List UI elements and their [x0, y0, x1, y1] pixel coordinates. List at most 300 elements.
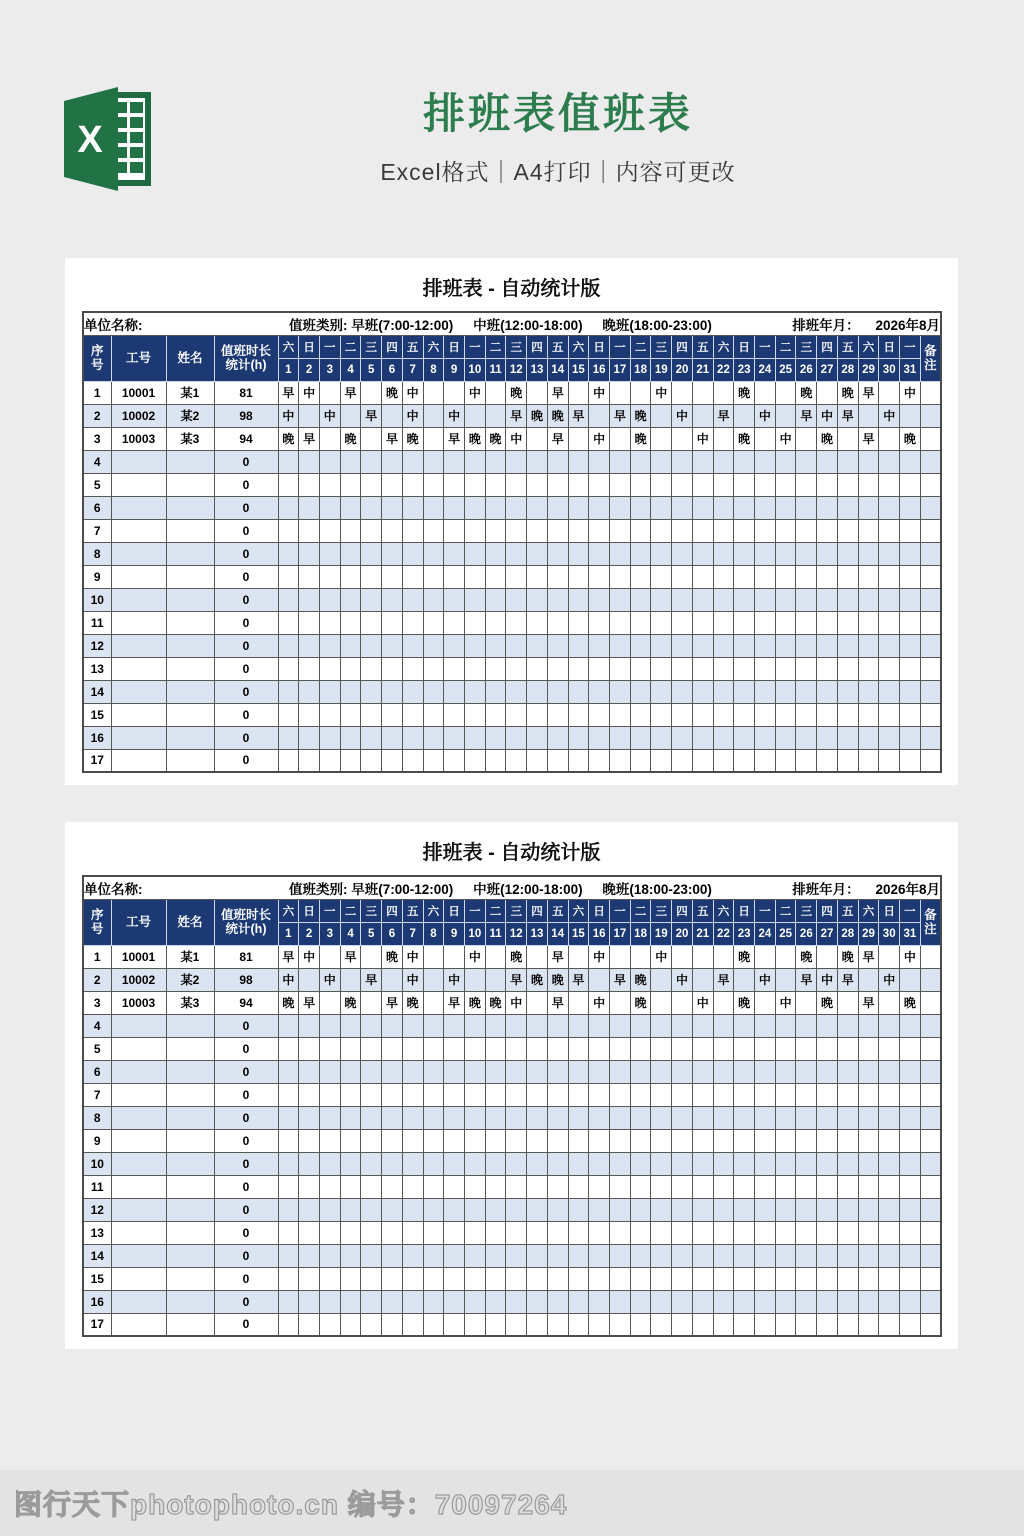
shift-cell	[755, 1083, 776, 1106]
shift-cell	[485, 611, 506, 634]
shift-cell	[485, 703, 506, 726]
shift-cell	[402, 542, 423, 565]
shift-cell	[775, 496, 796, 519]
shift-cell	[547, 1083, 568, 1106]
employee-name-cell: 某2	[166, 968, 214, 991]
shift-cell: 中	[900, 945, 921, 968]
shift-cell	[299, 496, 320, 519]
shift-cell	[527, 427, 548, 450]
shift-cell	[713, 945, 734, 968]
shift-cell	[299, 1106, 320, 1129]
shift-cell	[589, 726, 610, 749]
shift-cell	[879, 991, 900, 1014]
shift-cell	[568, 381, 589, 404]
shift-cell	[672, 473, 693, 496]
shift-cell	[340, 519, 361, 542]
shift-cell	[837, 680, 858, 703]
shift-cell	[423, 404, 444, 427]
shift-cell	[796, 991, 817, 1014]
hours-total-cell: 0	[214, 1267, 278, 1290]
shift-cell	[900, 1244, 921, 1267]
employee-name-cell	[166, 1175, 214, 1198]
note-cell	[920, 703, 941, 726]
shift-cell	[713, 519, 734, 542]
shift-cell: 中	[299, 945, 320, 968]
day-number-header: 7	[402, 922, 423, 945]
shift-cell	[444, 1175, 465, 1198]
shift-cell	[278, 588, 299, 611]
shift-cell	[775, 749, 796, 772]
shift-cell	[713, 1244, 734, 1267]
day-number-header: 14	[547, 922, 568, 945]
shift-cell	[444, 611, 465, 634]
shift-cell	[755, 1106, 776, 1129]
shift-cell	[382, 1267, 403, 1290]
weekday-header: 三	[651, 899, 672, 922]
shift-cell	[319, 1221, 340, 1244]
shift-cell	[610, 450, 631, 473]
shift-cell	[692, 634, 713, 657]
shift-cell: 晚	[630, 404, 651, 427]
weekday-header: 三	[651, 335, 672, 358]
hours-total-cell: 0	[214, 1198, 278, 1221]
shift-cell: 早	[858, 427, 879, 450]
weekday-header: 日	[299, 335, 320, 358]
unit-name-label: 单位名称:	[84, 317, 143, 333]
shift-cell	[423, 749, 444, 772]
shift-cell	[402, 611, 423, 634]
schedule-body	[83, 381, 941, 772]
shift-cell	[382, 749, 403, 772]
shift-cell	[402, 1175, 423, 1198]
shift-cell: 晚	[630, 968, 651, 991]
shift-cell	[692, 1152, 713, 1175]
shift-cell	[610, 657, 631, 680]
shift-cell	[547, 1175, 568, 1198]
shift-cell	[464, 1313, 485, 1336]
shift-cell	[630, 1060, 651, 1083]
employee-name-cell	[166, 749, 214, 772]
shift-cell	[734, 726, 755, 749]
shift-cell	[423, 496, 444, 519]
shift-cell	[361, 588, 382, 611]
shift-cell	[610, 519, 631, 542]
employee-name-cell	[166, 1037, 214, 1060]
day-number-header: 31	[900, 358, 921, 381]
shift-cell	[444, 1060, 465, 1083]
shift-cell	[361, 945, 382, 968]
shift-cell	[900, 565, 921, 588]
shift-cell	[278, 1152, 299, 1175]
shift-cell	[589, 1060, 610, 1083]
shift-cell	[610, 680, 631, 703]
shift-cell	[692, 680, 713, 703]
shift-cell	[444, 542, 465, 565]
shift-cell	[837, 1037, 858, 1060]
shift-cell	[734, 634, 755, 657]
shift-cell	[278, 749, 299, 772]
shift-cell: 中	[319, 404, 340, 427]
shift-cell	[672, 519, 693, 542]
shift-cell	[734, 588, 755, 611]
shift-cell	[651, 703, 672, 726]
employee-name-cell	[166, 1267, 214, 1290]
shift-cell	[692, 657, 713, 680]
shift-cell	[547, 1014, 568, 1037]
shift-cell	[402, 496, 423, 519]
shift-cell	[361, 1175, 382, 1198]
shift-cell	[444, 1198, 465, 1221]
shift-cell	[464, 1037, 485, 1060]
shift-cell	[630, 473, 651, 496]
table-row	[83, 991, 941, 1014]
shift-cell	[589, 1083, 610, 1106]
shift-cell	[713, 726, 734, 749]
weekday-header: 六	[568, 335, 589, 358]
shift-cell	[527, 1267, 548, 1290]
shift-cell	[278, 703, 299, 726]
shift-cell	[423, 726, 444, 749]
shift-cell	[900, 1083, 921, 1106]
shift-cell	[651, 588, 672, 611]
shift-cell	[547, 1198, 568, 1221]
shift-cell	[651, 450, 672, 473]
row-number-cell: 6	[83, 1060, 111, 1083]
shift-cell	[423, 657, 444, 680]
shift-cell: 中	[444, 404, 465, 427]
shift-cell: 晚	[340, 427, 361, 450]
employee-id-cell: 10003	[111, 991, 166, 1014]
shift-cell	[402, 1290, 423, 1313]
row-number-cell: 3	[83, 427, 111, 450]
info-row	[83, 312, 941, 335]
shift-cell	[672, 634, 693, 657]
shift-cell	[692, 450, 713, 473]
shift-cell	[651, 542, 672, 565]
note-cell	[920, 427, 941, 450]
shift-cell	[464, 1290, 485, 1313]
shift-cell	[485, 1060, 506, 1083]
shift-cell	[755, 1221, 776, 1244]
shift-cell: 早	[547, 427, 568, 450]
shift-cell	[547, 519, 568, 542]
shift-cell	[444, 450, 465, 473]
shift-cell	[319, 542, 340, 565]
hours-column-header: 值班时长 统计(h)	[214, 335, 278, 381]
weekday-header: 二	[340, 899, 361, 922]
shift-cell	[506, 634, 527, 657]
shift-cell	[589, 1014, 610, 1037]
shift-cell	[319, 726, 340, 749]
shift-cell	[692, 496, 713, 519]
shift-cell	[796, 1083, 817, 1106]
shift-cell	[506, 1106, 527, 1129]
day-number-header: 13	[527, 922, 548, 945]
note-column-header: 备注	[920, 335, 941, 381]
shift-cell	[423, 1198, 444, 1221]
shift-cell	[444, 1014, 465, 1037]
day-number-header: 27	[817, 358, 838, 381]
shift-cell	[879, 381, 900, 404]
shift-cell	[340, 404, 361, 427]
shift-cell	[651, 496, 672, 519]
day-number-header: 21	[692, 922, 713, 945]
shift-cell	[755, 450, 776, 473]
shift-cell	[837, 519, 858, 542]
shift-cell	[485, 680, 506, 703]
shift-cell	[527, 1083, 548, 1106]
shift-cell	[672, 1313, 693, 1336]
shift-cell	[485, 1267, 506, 1290]
shift-cell	[485, 588, 506, 611]
shift-cell	[589, 1267, 610, 1290]
employee-name-cell	[166, 1083, 214, 1106]
shift-cell	[630, 1244, 651, 1267]
table-row	[83, 703, 941, 726]
shift-cell	[734, 1198, 755, 1221]
shift-cell	[796, 565, 817, 588]
shift-cell	[837, 1244, 858, 1267]
shift-cell	[879, 1129, 900, 1152]
table-row	[83, 427, 941, 450]
shift-cell	[361, 519, 382, 542]
shift-cell	[444, 945, 465, 968]
weekday-header-row	[83, 335, 941, 358]
shift-cell	[817, 1198, 838, 1221]
shift-cell	[879, 657, 900, 680]
weekday-header: 六	[278, 899, 299, 922]
shift-cell	[713, 634, 734, 657]
shift-cell	[796, 542, 817, 565]
shift-cell	[713, 1014, 734, 1037]
shift-cell	[817, 542, 838, 565]
shift-cell	[713, 427, 734, 450]
shift-cell	[672, 588, 693, 611]
shift-cell	[610, 1014, 631, 1037]
employee-id-cell	[111, 634, 166, 657]
shift-cell	[423, 427, 444, 450]
shift-cell	[589, 968, 610, 991]
shift-cell	[278, 1221, 299, 1244]
shift-cell	[734, 565, 755, 588]
table-row	[83, 450, 941, 473]
shift-cell: 中	[879, 404, 900, 427]
weekday-header: 六	[423, 899, 444, 922]
shift-cell	[796, 1152, 817, 1175]
weekday-header: 日	[734, 335, 755, 358]
day-number-header: 29	[858, 922, 879, 945]
shift-cell	[858, 1290, 879, 1313]
shift-cell	[858, 703, 879, 726]
note-cell	[920, 450, 941, 473]
shift-cell	[837, 1014, 858, 1037]
shift-cell: 晚	[506, 381, 527, 404]
shift-cell	[796, 1014, 817, 1037]
employee-name-cell: 某3	[166, 991, 214, 1014]
shift-cell	[879, 473, 900, 496]
shift-cell	[692, 1175, 713, 1198]
weekday-header: 日	[879, 335, 900, 358]
table-row	[83, 1060, 941, 1083]
shift-cell	[568, 1221, 589, 1244]
shift-cell	[568, 726, 589, 749]
hours-total-cell: 98	[214, 968, 278, 991]
shift-cell	[423, 1129, 444, 1152]
shift-cell	[568, 611, 589, 634]
shift-cell	[361, 1106, 382, 1129]
shift-cell	[423, 1083, 444, 1106]
day-number-header: 24	[755, 922, 776, 945]
shift-legend	[289, 314, 792, 334]
shift-cell	[692, 726, 713, 749]
shift-cell	[796, 1221, 817, 1244]
shift-cell	[278, 1129, 299, 1152]
shift-cell	[506, 1083, 527, 1106]
shift-cell	[651, 1129, 672, 1152]
shift-cell: 晚	[506, 945, 527, 968]
shift-cell: 中	[464, 381, 485, 404]
note-cell	[920, 1037, 941, 1060]
shift-cell	[879, 496, 900, 519]
shift-cell	[589, 565, 610, 588]
note-cell	[920, 1313, 941, 1336]
shift-cell	[340, 1313, 361, 1336]
shift-cell	[817, 1267, 838, 1290]
shift-cell	[319, 1267, 340, 1290]
shift-cell	[651, 1175, 672, 1198]
note-cell	[920, 542, 941, 565]
table-row	[83, 565, 941, 588]
weekday-header: 六	[568, 899, 589, 922]
shift-cell	[755, 427, 776, 450]
shift-cell	[340, 1175, 361, 1198]
shift-cell	[796, 1313, 817, 1336]
shift-cell	[423, 1152, 444, 1175]
shift-cell	[817, 703, 838, 726]
shift-cell	[879, 726, 900, 749]
row-number-cell: 12	[83, 634, 111, 657]
shift-cell	[900, 404, 921, 427]
shift-cell	[319, 1290, 340, 1313]
shift-cell	[630, 726, 651, 749]
shift-cell	[382, 1313, 403, 1336]
shift-cell	[464, 404, 485, 427]
shift-cell	[837, 703, 858, 726]
hours-total-cell: 0	[214, 1083, 278, 1106]
shift-cell	[879, 588, 900, 611]
shift-cell	[879, 1290, 900, 1313]
table-row	[83, 1152, 941, 1175]
shift-cell	[651, 634, 672, 657]
shift-cell	[651, 565, 672, 588]
shift-cell	[672, 657, 693, 680]
shift-cell	[506, 680, 527, 703]
table-row	[83, 473, 941, 496]
shift-cell	[796, 1290, 817, 1313]
day-number-header: 20	[672, 358, 693, 381]
weekday-header: 四	[382, 335, 403, 358]
shift-cell	[672, 749, 693, 772]
employee-id-cell	[111, 749, 166, 772]
shift-cell	[837, 1060, 858, 1083]
shift-cell: 晚	[278, 427, 299, 450]
table-row	[83, 749, 941, 772]
shift-cell	[879, 945, 900, 968]
shift-morning-label: 早班(7:00-12:00)	[351, 317, 454, 333]
employee-name-cell	[166, 1221, 214, 1244]
shift-cell	[423, 1175, 444, 1198]
day-number-header: 11	[485, 922, 506, 945]
shift-cell	[485, 945, 506, 968]
shift-cell: 中	[402, 404, 423, 427]
note-cell	[920, 1267, 941, 1290]
shift-cell	[340, 542, 361, 565]
table-row	[83, 1037, 941, 1060]
shift-cell	[423, 565, 444, 588]
employee-id-column-header: 工号	[111, 335, 166, 381]
note-column-header: 备注	[920, 899, 941, 945]
shift-cell	[672, 1106, 693, 1129]
note-cell	[920, 1221, 941, 1244]
shift-cell	[382, 473, 403, 496]
shift-cell: 中	[506, 427, 527, 450]
row-number-cell: 13	[83, 657, 111, 680]
shift-cell	[755, 945, 776, 968]
shift-cell	[837, 749, 858, 772]
shift-cell	[299, 1152, 320, 1175]
shift-cell	[464, 1083, 485, 1106]
hours-total-cell: 0	[214, 1290, 278, 1313]
shift-cell	[755, 1313, 776, 1336]
shift-cell	[299, 1083, 320, 1106]
shift-cell	[299, 703, 320, 726]
day-number-header: 13	[527, 358, 548, 381]
row-number-cell: 9	[83, 565, 111, 588]
day-number-header: 30	[879, 922, 900, 945]
shift-cell	[713, 565, 734, 588]
shift-cell	[692, 749, 713, 772]
shift-cell	[278, 1198, 299, 1221]
shift-cell	[527, 381, 548, 404]
weekday-header: 五	[692, 335, 713, 358]
shift-cell	[734, 1106, 755, 1129]
shift-cell: 中	[775, 991, 796, 1014]
shift-cell	[858, 968, 879, 991]
shift-cell	[299, 519, 320, 542]
shift-cell	[837, 1290, 858, 1313]
shift-cell	[837, 1221, 858, 1244]
shift-cell	[485, 496, 506, 519]
weekday-header: 六	[423, 335, 444, 358]
shift-cell	[340, 1198, 361, 1221]
shift-cell	[589, 703, 610, 726]
shift-cell	[879, 427, 900, 450]
shift-cell	[630, 1152, 651, 1175]
shift-cell	[900, 703, 921, 726]
shift-cell	[464, 1129, 485, 1152]
shift-cell	[755, 611, 776, 634]
shift-cell	[464, 1152, 485, 1175]
employee-id-cell	[111, 542, 166, 565]
shift-cell	[568, 1083, 589, 1106]
weekday-header: 一	[755, 899, 776, 922]
shift-cell	[568, 1037, 589, 1060]
shift-cell: 早	[340, 381, 361, 404]
unit-name-label: 单位名称:	[84, 881, 143, 897]
note-cell	[920, 519, 941, 542]
shift-cell	[382, 1014, 403, 1037]
shift-cell	[485, 1244, 506, 1267]
